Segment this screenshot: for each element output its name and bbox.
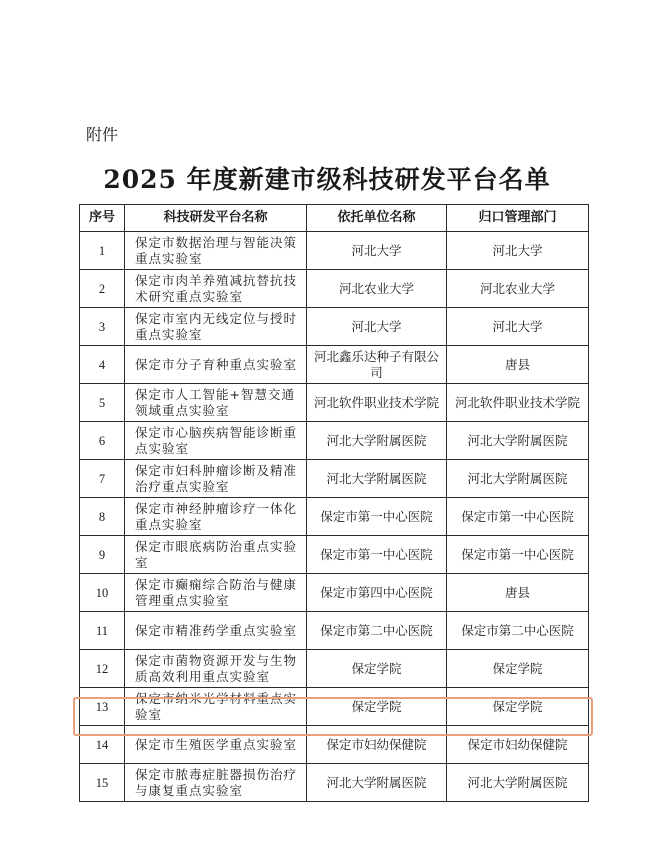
annex-label: 附件 (86, 125, 119, 144)
cell-host-unit: 河北大学附属医院 (307, 422, 447, 460)
cell-dept: 河北大学 (447, 232, 589, 270)
cell-dept: 保定市第一中心医院 (447, 498, 589, 536)
cell-dept: 唐县 (447, 574, 589, 612)
cell-host-unit: 河北鑫乐达种子有限公司 (307, 346, 447, 384)
cell-host-unit: 保定学院 (307, 688, 447, 726)
cell-host-unit: 河北软件职业技术学院 (307, 384, 447, 422)
cell-dept: 保定学院 (447, 650, 589, 688)
cell-seq: 3 (80, 308, 125, 346)
cell-platform-name: 保定市心脑疾病智能诊断重点实验室 (125, 422, 307, 460)
cell-dept: 河北大学附属医院 (447, 422, 589, 460)
header-host-unit: 依托单位名称 (307, 205, 447, 232)
cell-host-unit: 河北大学附属医院 (307, 460, 447, 498)
cell-seq: 8 (80, 498, 125, 536)
table-row (80, 498, 589, 536)
cell-seq: 1 (80, 232, 125, 270)
cell-seq: 4 (80, 346, 125, 384)
cell-platform-name: 保定市妇科肿瘤诊断及精准治疗重点实验室 (125, 460, 307, 498)
cell-dept: 保定市第二中心医院 (447, 612, 589, 650)
cell-platform-name: 保定市分子育种重点实验室 (125, 346, 307, 384)
header-dept: 归口管理部门 (447, 205, 589, 232)
cell-host-unit: 保定市第四中心医院 (307, 574, 447, 612)
table-row (80, 612, 589, 650)
table-row (80, 308, 589, 346)
cell-seq: 2 (80, 270, 125, 308)
header-seq: 序号 (80, 205, 125, 232)
cell-host-unit: 河北大学 (307, 308, 447, 346)
table-row (80, 574, 589, 612)
cell-dept: 保定市第一中心医院 (447, 536, 589, 574)
cell-seq: 5 (80, 384, 125, 422)
cell-seq: 11 (80, 612, 125, 650)
highlight-box (73, 697, 593, 736)
cell-dept: 河北大学 (447, 308, 589, 346)
cell-host-unit: 河北大学 (307, 232, 447, 270)
cell-dept: 河北大学附属医院 (447, 764, 589, 802)
cell-platform-name: 保定市菌物资源开发与生物质高效利用重点实验室 (125, 650, 307, 688)
cell-host-unit: 保定市妇幼保健院 (307, 726, 447, 764)
cell-platform-name: 保定市眼底病防治重点实验室 (125, 536, 307, 574)
cell-seq: 9 (80, 536, 125, 574)
cell-platform-name: 保定市数据治理与智能决策重点实验室 (125, 232, 307, 270)
cell-seq: 12 (80, 650, 125, 688)
table-row (80, 460, 589, 498)
cell-host-unit: 保定市第一中心医院 (307, 498, 447, 536)
cell-dept: 保定学院 (447, 688, 589, 726)
table-row (80, 422, 589, 460)
cell-seq: 6 (80, 422, 125, 460)
cell-host-unit: 河北大学附属医院 (307, 764, 447, 802)
cell-platform-name: 保定市纳米光学材料重点实验室 (125, 688, 307, 726)
cell-dept: 保定市妇幼保健院 (447, 726, 589, 764)
table-header-row (80, 205, 589, 232)
cell-dept: 河北农业大学 (447, 270, 589, 308)
cell-seq: 10 (80, 574, 125, 612)
cell-dept: 河北大学附属医院 (447, 460, 589, 498)
cell-host-unit: 河北农业大学 (307, 270, 447, 308)
cell-seq: 15 (80, 764, 125, 802)
document-title: 2025 年度新建市级科技研发平台名单 (103, 165, 551, 194)
cell-seq: 14 (80, 726, 125, 764)
header-platform-name: 科技研发平台名称 (125, 205, 307, 232)
table-row (80, 346, 589, 384)
cell-host-unit: 保定市第二中心医院 (307, 612, 447, 650)
table-row (80, 384, 589, 422)
cell-platform-name: 保定市脓毒症脏器损伤治疗与康复重点实验室 (125, 764, 307, 802)
table-row (80, 650, 589, 688)
cell-platform-name: 保定市人工智能+智慧交通领域重点实验室 (125, 384, 307, 422)
cell-dept: 河北软件职业技术学院 (447, 384, 589, 422)
cell-platform-name: 保定市室内无线定位与授时重点实验室 (125, 308, 307, 346)
cell-seq: 7 (80, 460, 125, 498)
table-row (80, 232, 589, 270)
cell-host-unit: 保定市第一中心医院 (307, 536, 447, 574)
cell-seq: 13 (80, 688, 125, 726)
table-row (80, 536, 589, 574)
table-row (80, 270, 589, 308)
cell-dept: 唐县 (447, 346, 589, 384)
table-row (80, 764, 589, 802)
cell-platform-name: 保定市神经肿瘤诊疗一体化重点实验室 (125, 498, 307, 536)
cell-host-unit: 保定学院 (307, 650, 447, 688)
cell-platform-name: 保定市癫痫综合防治与健康管理重点实验室 (125, 574, 307, 612)
cell-platform-name: 保定市肉羊养殖减抗替抗技术研究重点实验室 (125, 270, 307, 308)
cell-platform-name: 保定市精准药学重点实验室 (125, 612, 307, 650)
cell-platform-name: 保定市生殖医学重点实验室 (125, 726, 307, 764)
